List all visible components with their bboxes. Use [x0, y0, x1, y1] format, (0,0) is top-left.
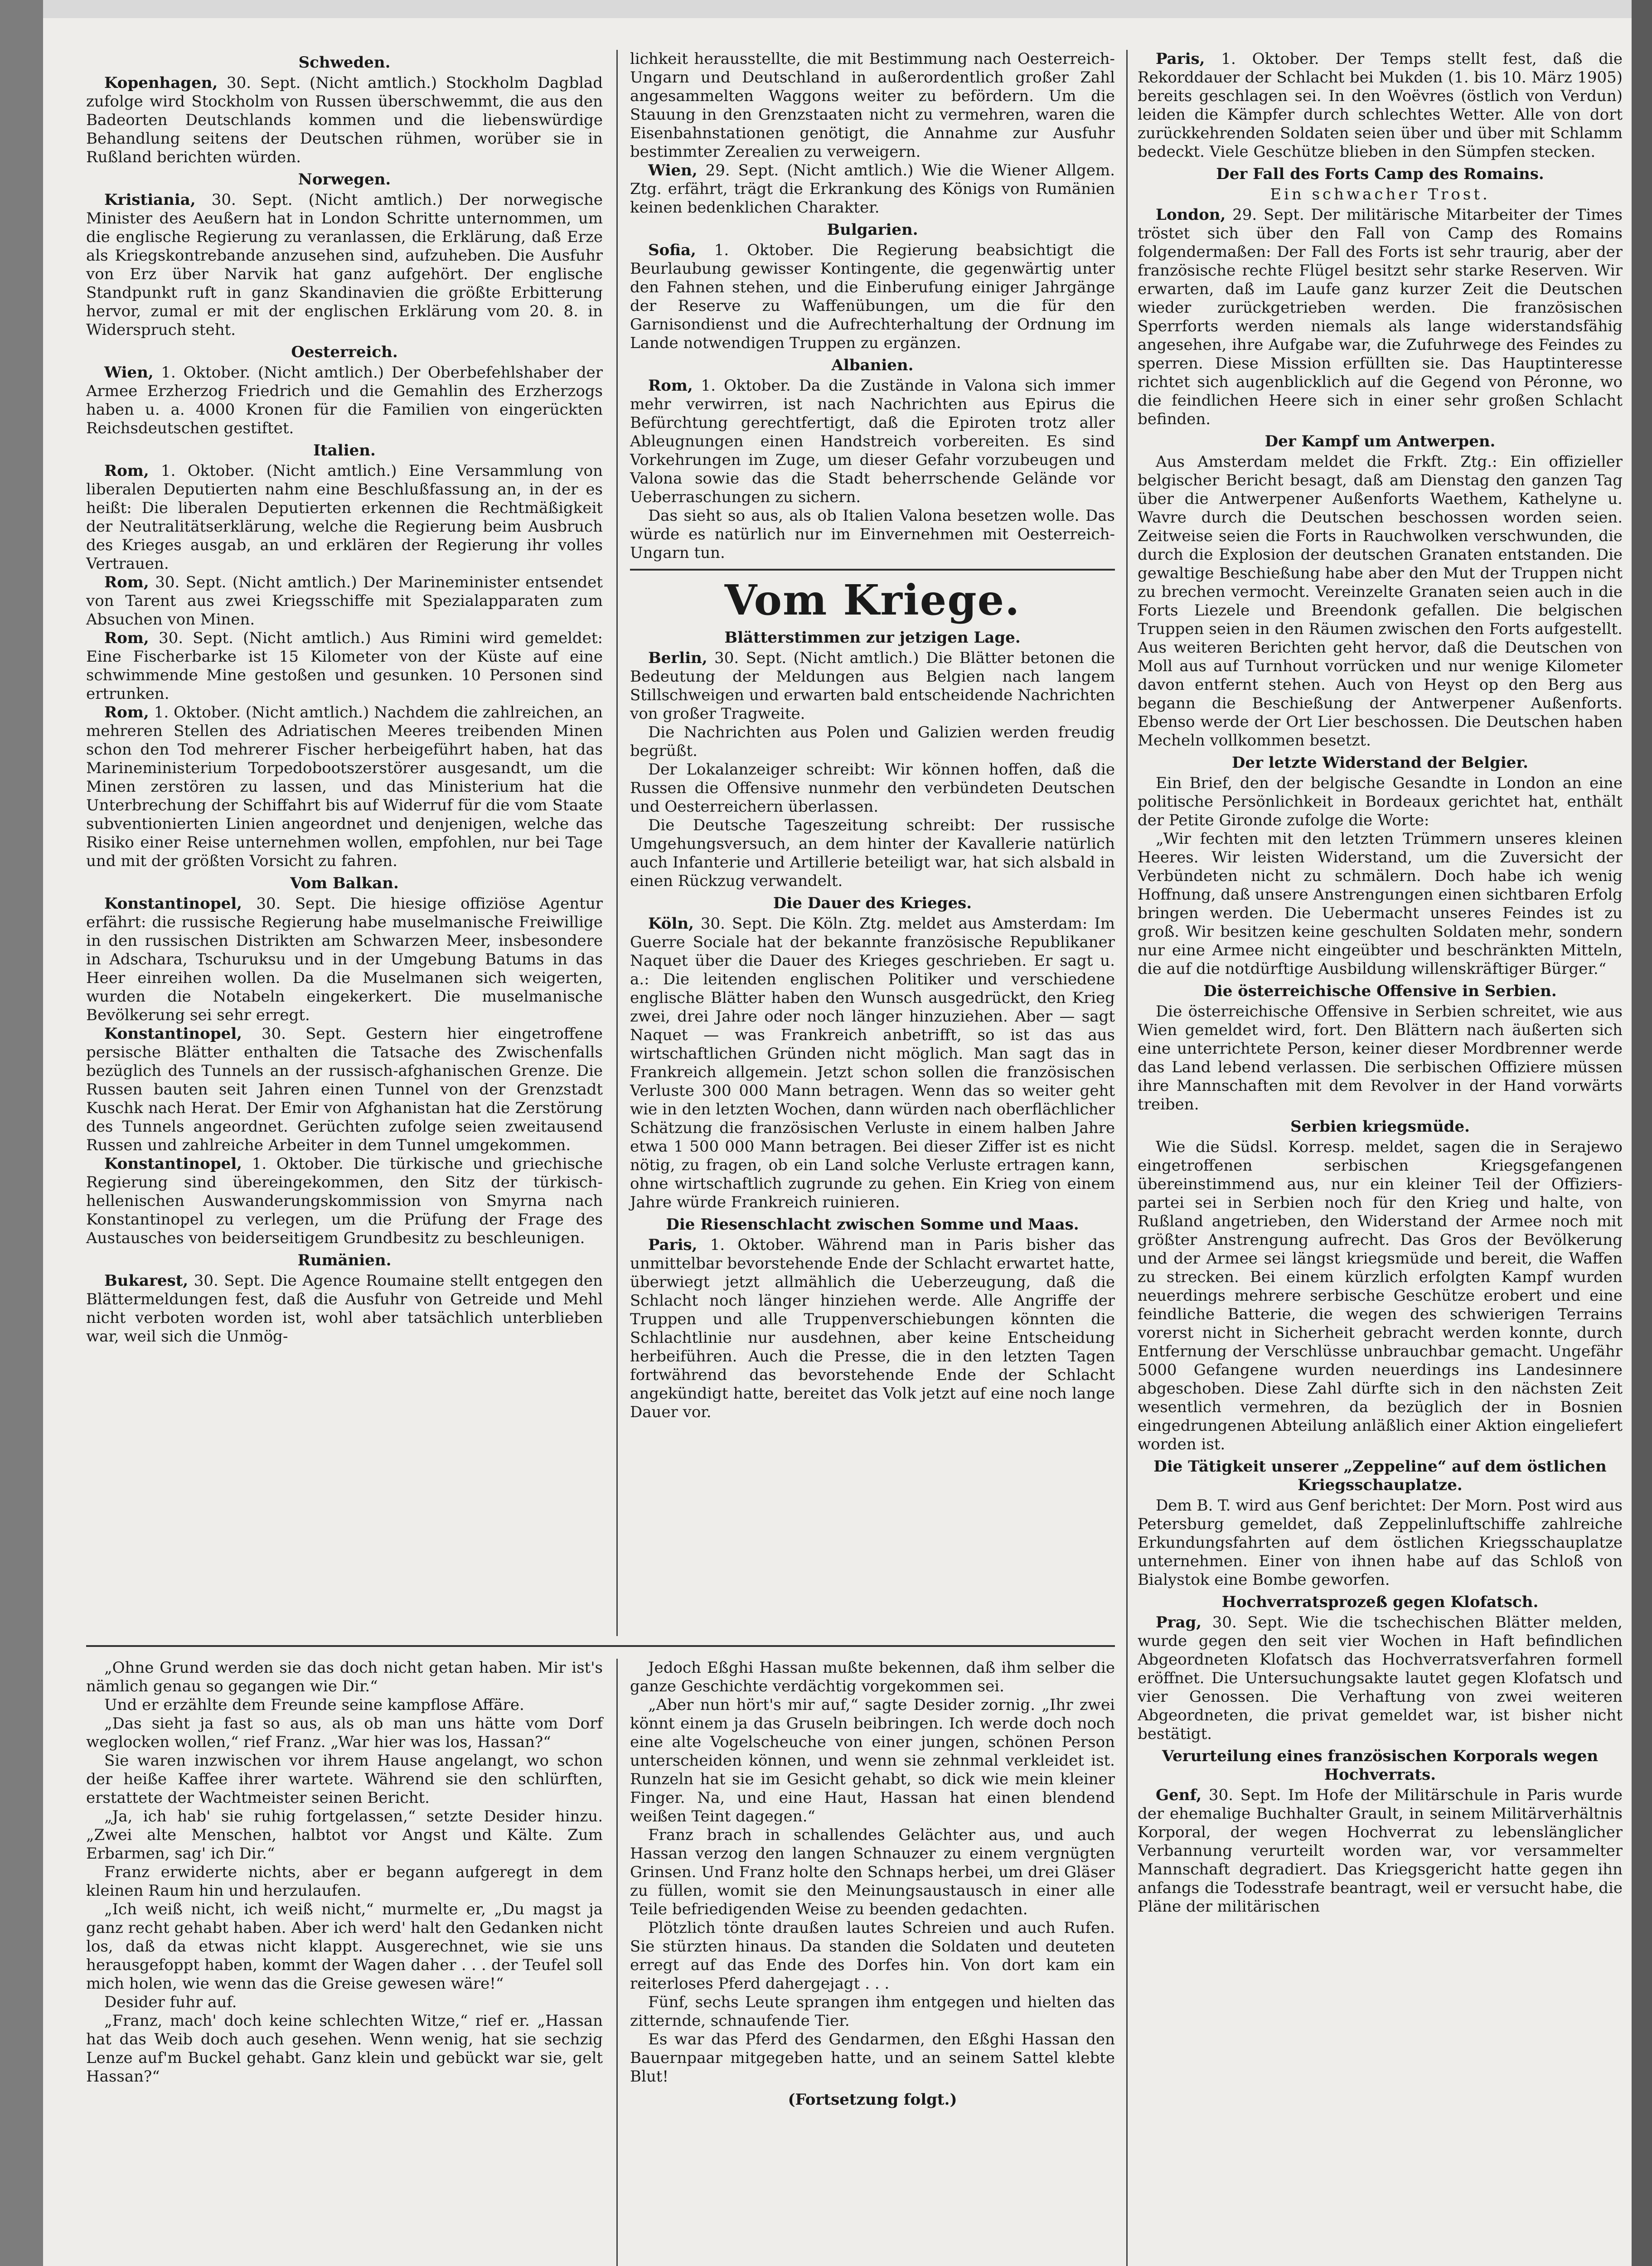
- paragraph-text: 30. Sept. (Nicht amtlich.) Der Marineminister entsendet von Tarent aus zwei Kriegsschiffe mit Spezialapparaten zum Absuchen von Minen.: [86, 573, 603, 629]
- paragraph-text: Der Lokalanzeiger schreibt: Wir können hoffen, daß die Russen die Offensive nunmehr den verbündeten Deutschen und Oesterreichern überlassen.: [630, 760, 1115, 816]
- section-heading: Die Tätigkeit unserer „Zeppeline“ auf dem östlichen Kriegsschauplatze.: [1153, 1457, 1607, 1494]
- article-paragraph: [86, 1155, 603, 1248]
- feuilleton-paragraph: Plötzlich tönte draußen lautes Schreien und auch Rufen. Sie stürzten hinaus. Da standen die Soldaten und deuteten erregt auf das Ende des Dorfes hin. Von dort kam ein reiterloses Pferd dahergejagt . . .: [630, 1919, 1115, 1993]
- article-paragraph: [1138, 1786, 1623, 1916]
- section-heading: Die Dauer des Krieges.: [773, 894, 972, 912]
- section-heading: Verurteilung eines französischen Korporals wegen Hochverrats.: [1162, 1747, 1599, 1784]
- paragraph-text: Die Deutsche Tageszeitung schreibt: Der russische Umgehungsversuch, an dem hinter der Kavallerie natürlich auch Infanterie und Artillerie beteiligt war, hat sich alsbald in einen Rückzug verwandelt.: [630, 816, 1115, 890]
- feuilleton-paragraph: Sie waren inzwischen vor ihrem Hause angelangt, wo schon der heiße Kaffee ihrer wartete. Während sie den schlürften, erstattete der Wachtmeister seinen Bericht.: [86, 1752, 603, 1807]
- feuilleton-paragraph: Fünf, sechs Leute sprangen ihm entgegen und hielten das zitternde, schnaufende Tier.: [630, 1993, 1115, 2030]
- article-paragraph: [1138, 830, 1623, 978]
- feuilleton-paragraph: Franz erwiderte nichts, aber er begann aufgeregt in dem kleinen Raum hin und herzulaufen.: [86, 1863, 603, 1900]
- article-paragraph: [630, 377, 1115, 507]
- dateline: Rom,: [104, 703, 149, 721]
- feuilleton-paragraph: „Ja, ich hab' sie ruhig fortgelassen,“ setzte Desider hinzu. „Zwei alte Menschen, halbtot vor Angst und Kälte. Zum Erbarmen, sag' ich Dir.“: [86, 1807, 603, 1863]
- paragraph-text: 29. Sept. (Nicht amtlich.) Wie die Wiener Allgem. Ztg. erfährt, trägt die Erkrankung des Königs von Rumänien keinen bedenklichen Charakter.: [630, 161, 1115, 217]
- dateline: Kopenhagen,: [104, 74, 218, 92]
- dateline: Rom,: [104, 573, 149, 591]
- article-paragraph: [630, 915, 1115, 1212]
- article-paragraph: [86, 703, 603, 871]
- paragraph-text: 30. Sept. (Nicht amtlich.) Die Blätter betonen die Bedeutung der Meldungen aus Belgien nach langem Stillschweigen und erwarten bald entscheidende Nachrichten von großer Tragweite.: [630, 649, 1115, 723]
- article-paragraph: [630, 507, 1115, 562]
- article-paragraph: [630, 161, 1115, 217]
- article-paragraph: [1138, 774, 1623, 830]
- column-2: [630, 50, 1115, 1422]
- section-heading: Der letzte Widerstand der Belgier.: [1231, 754, 1529, 772]
- paragraph-text: 30. Sept. (Nicht amtlich.) Der norwegische Minister des Aeußern hat in London Schritte unternommen, um die englische Regierung zu veranlassen, die Erklärung, daß Erze als Kriegskontrebande anzusehen sind, aufzuheben. Die Ausfuhr von Erz über Narvik hat ganz aufgehört. Der englische Standpunkt ruft in ganz Skandinavien die größte Erbitterung hervor, zumal er mit der englischen Erklärung vom 20. 8. in Widerspruch steht.: [86, 191, 603, 339]
- paragraph-text: 30. Sept. Die Köln. Ztg. meldet aus Amsterdam: Im Guerre Sociale hat der bekannte französische Republikaner Naquet über die Dauer des Krieges geschrieben. Er sagt u. a.: Die leitenden englischen Politiker und verschiedene englische Blätter haben den Wunsch ausgedrückt, den Krieg zwei, drei Jahre oder noch länger hinzuziehen. Aber — sagt Naquet — was Frankreich anbetrifft, so ist das aus wirtschaftlichen Gründen nicht möglich. Man sagt das in Frankreich allgemein. Jetzt schon sollen die französischen Verluste 300 000 Mann betragen. Wenn das so weiter geht wie in den letzten Wochen, dann würden nach oberflächlicher Schätzung die französischen Verluste in einem halben Jahre etwa 1 500 000 Mann betragen. Bei dieser Ziffer ist es nicht nötig, zu fragen, ob ein Land solche Verluste ertragen kann, ohne wirtschaftlich zugrunde zu gehen. Ein Krieg von einem Jahre würde Frankreich ruinieren.: [630, 915, 1115, 1211]
- subheading: Ein schwacher Trost.: [1270, 185, 1490, 203]
- feuilleton-column-rule: [616, 1659, 618, 2266]
- paragraph-text: 30. Sept. Wie die tschechischen Blätter melden, wurde gegen den seit vier Wochen in Haft befindlichen Abgeordneten Klofatsch das Hochverratsverfahren formell eröffnet. Die Untersuchungsakte lautet gegen Klofatsch und vier Genossen. Die Verhaftung von zwei weiteren Abgeordneten, die privat gemeldet war, ist bisher nicht bestätigt.: [1138, 1613, 1623, 1743]
- column-rule-2: [1126, 50, 1128, 2266]
- dateline: Berlin,: [648, 649, 707, 667]
- feuilleton-paragraph: „Franz, mach' doch keine schlechten Witze,“ rief er. „Hassan hat das Weib doch auch gesehen. Wenn wenig, hat sie sechzig Lenze auf'm Buckel gehabt. Ganz klein und gebückt war sie, gelt Hassan?“: [86, 2012, 603, 2086]
- feuilleton-paragraph: „Ich weiß nicht, ich weiß nicht,“ murmelte er, „Du magst ja ganz recht gehabt haben. Aber ich werd' halt den Gedanken nicht los, daß da etwas nicht klappt. Ausgerechnet, wie sie uns herausgefoppt haben, kommt der Wagen daher . . . der Teufel soll mich holen, wie wenn das die Greise gewesen wäre!“: [86, 1900, 603, 1993]
- dateline: Konstantinopel,: [104, 1155, 242, 1173]
- article-paragraph: [86, 191, 603, 339]
- article-paragraph: [86, 462, 603, 573]
- section-heading: Bulgarien.: [827, 221, 918, 239]
- section-heading: Italien.: [313, 441, 376, 460]
- section-heading: Vom Balkan.: [290, 874, 399, 892]
- feuilleton-rule: [86, 1645, 1115, 1647]
- paragraph-text: 1. Oktober. Der Temps stellt fest, daß die Rekorddauer der Schlacht bei Mukden (1. bis 10. März 1905) bereits geschlagen sei. In den Woëvres (östlich von Verdun) leiden die Kämpfer durch schlechtes Wetter. Alle von dort zurückkehrenden Soldaten seien über und über mit Schlamm bedeckt. Viele Geschütze blieben in den Sümpfen stecken.: [1138, 50, 1623, 161]
- section-heading: Norwegen.: [298, 170, 391, 189]
- paragraph-text: 1. Oktober. (Nicht amtlich.) Eine Versammlung von liberalen Deputierten nahm eine Beschlußfassung an, in der es heißt: Die liberalen Deputierten erkennen die Rechtmäßigkeit der Neutralitätserklärung, welche die Regierung beim Ausbruch des Krieges ausgab, an und erklären der Regierung ihr volles Vertrauen.: [86, 462, 603, 573]
- article-paragraph: [86, 74, 603, 167]
- section-heading: Hochverratsprozeß gegen Klofatsch.: [1221, 1593, 1539, 1611]
- column-1: [86, 50, 603, 1346]
- continuation-note: (Fortsetzung folgt.): [788, 2091, 957, 2109]
- feuilleton-column-2: [630, 1659, 1115, 2109]
- paragraph-text: 1. Oktober. Die Regierung beabsichtigt die Beurlaubung gewisser Kontingente, die gegenwärtig unter den Fahnen stehen, und die Einberufung einiger Jahrgänge der Reserve zu Waffenübungen, um die für den Garnisondienst und die Aufrechterhaltung der Ordnung im Lande notwendigen Truppen zu ergänzen.: [630, 241, 1115, 352]
- paragraph-text: 1. Oktober. Die türkische und griechische Regierung sind übereingekommen, den Sitz der türkisch-hellenischen Auswanderungskommission von Smyrna nach Konstantinopel zu verlegen, um die Prüfung der Frage des Austausches von beiderseitigem Grundbesitz zu beschleunigen.: [86, 1155, 603, 1247]
- dateline: Bukarest,: [104, 1272, 189, 1290]
- section-heading: Oesterreich.: [291, 343, 398, 361]
- section-heading: Der Fall des Forts Camp des Romains.: [1216, 165, 1544, 183]
- dateline: Köln,: [648, 915, 694, 933]
- section-title: Vom Kriege.: [724, 576, 1021, 625]
- article-paragraph: [86, 1025, 603, 1155]
- dateline: Rom,: [104, 629, 149, 647]
- dateline: Konstantinopel,: [104, 1025, 242, 1043]
- section-heading: Der Kampf um Antwerpen.: [1264, 432, 1496, 450]
- paragraph-text: Das sieht so aus, als ob Italien Valona besetzen wolle. Das würde es natürlich nur im Einvernehmen mit Oesterreich-Ungarn tun.: [630, 507, 1115, 562]
- dateline: Rom,: [648, 377, 693, 395]
- dateline: London,: [1156, 206, 1226, 224]
- paragraph-text: 1. Oktober. Da die Zustände in Valona sich immer mehr verwirren, ist nach Nachrichten aus Epirus die Befürchtung gerechtfertigt, daß die Epiroten trotz aller Ableugnungen einen Handstreich vorbereiten. Es sind Vorkehrungen im Zuge, um dieser Gefahr vorzubeugen und Valona sowie das die Stadt beherrschende Gelände vor Ueberraschungen zu sichern.: [630, 377, 1115, 506]
- paragraph-text: Aus Amsterdam meldet die Frkft. Ztg.: Ein offizieller belgischer Bericht besagt, daß am Dienstag den ganzen Tag über die Antwerpener Außenforts Waethem, Kathelyne u. Wavre durch die Deutschen beschossen worden seien. Zeitweise seien die Forts in Rauchwolken verschwunden, die durch die Explosion der deutschen Granaten entstanden. Die gewaltige Beschießung habe aber den Mut der Truppen nicht zu brechen vermocht. Vereinzelte Granaten seien auch in die Forts Liezele und Breendonk gefallen. Die belgischen Truppen seien in den Räumen zwischen den Forts aufgestellt. Aus weiteren Berichten geht hervor, daß die Deutschen von Moll aus auf Turnhout vorrücken und nur wenige Kilometer davon entfernt stehen. Auch von Heyst op den Berg aus begann die Beschießung der Antwerpener Außenforts. Ebenso werde der Ort Lier beschossen. Die Deutschen haben Mecheln vollkommen besetzt.: [1138, 453, 1623, 750]
- article-paragraph: [86, 363, 603, 438]
- dateline: Wien,: [104, 363, 154, 382]
- paragraph-text: lichkeit herausstellte, die mit Bestimmung nach Oesterreich-Ungarn und Deutschland in außerordentlich großer Zahl angesammelten Waggons weiter zu befördern. Um die Stauung in den Grenzstaaten nicht zu vermehren, waren die Eisenbahnstationen genötigt, die Annahme zur Ausfuhr bestimmter Zerealien zu verweigern.: [630, 50, 1115, 161]
- feuilleton-column-1: [86, 1659, 603, 2086]
- article-paragraph: [86, 629, 603, 703]
- feuilleton-paragraph: „Aber nun hört's mir auf,“ sagte Desider zornig. „Ihr zwei könnt einem ja das Gruseln beibringen. Ich werde doch noch eine alte Vogelscheuche von einer jungen, schönen Person unterscheiden können, und wenn sie zehnmal verkleidet ist. Runzeln hat sie im Gesicht gehabt, so dick wie mein kleiner Finger. Na, und eine Haut, Hassan hat einen blendend weißen Teint dagegen.“: [630, 1696, 1115, 1825]
- paragraph-text: Die österreichische Offensive in Serbien schreitet, wie aus Wien gemeldet wird, fort. Den Blättern nach äußerten sich eine unterrichtete Person, keiner dieser Mordbrenner werde das Land lebend verlassen. Die serbischen Offiziere müssen ihre Mannschaften mit dem Revolver in der Hand vorwärts treiben.: [1138, 1002, 1623, 1114]
- section-heading: Albanien.: [831, 356, 914, 374]
- dateline: Genf,: [1156, 1786, 1202, 1804]
- feuilleton-paragraph: Desider fuhr auf.: [104, 1993, 237, 2011]
- feuilleton-paragraph: Und er erzählte dem Freunde seine kampflose Affäre.: [104, 1696, 524, 1714]
- paragraph-text: 30. Sept. Gestern hier eingetroffene persische Blätter enthalten die Tatsache des Zwischenfalls bezüglich des Tunnels an der russisch-afghanischen Grenze. Die Russen bauten seit Jahren einen Tunnel von der Grenzstadt Kuschk nach Herat. Der Emir von Afghanistan hat die Zerstörung des Tunnels angeordnet. Gerüchten zufolge seien zweitausend Russen und zahlreiche Arbeiter in dem Tunnel umgekommen.: [86, 1025, 603, 1154]
- article-paragraph: [630, 241, 1115, 353]
- article-paragraph: [1138, 1138, 1623, 1454]
- scan-right-edge: [1632, 0, 1652, 2266]
- paragraph-text: 29. Sept. Der militärische Mitarbeiter der Times tröstet sich über den Fall von Camp des Romains folgendermaßen: Der Fall des Forts ist sehr traurig, aber der französische rechte Flügel besitzt sehr starke Reserven. Wir erwarten, daß im Laufe ganz kurzer Zeit die Deutschen wieder zurückgetrieben werden. Die französischen Sperrforts werden niemals als lange widerstandsfähig angesehen, ihre Aufgabe war, die Zufuhrwege des Feindes zu sperren. Diese Mission erfüllten sie. Das Hauptinteresse richtet sich augenblicklich auf die Gegend von Péronne, wo die feindlichen Heere sich in einer sehr großen Schlacht befinden.: [1138, 206, 1623, 428]
- feuilleton-paragraph: Jedoch Eßghi Hassan mußte bekennen, daß ihm selber die ganze Geschichte verdächtig vorgekommen sei.: [630, 1659, 1115, 1695]
- dateline: Paris,: [1156, 50, 1205, 68]
- article-paragraph: [86, 573, 603, 629]
- dateline: Paris,: [648, 1236, 698, 1254]
- paragraph-text: 1. Oktober. (Nicht amtlich.) Nachdem die zahlreichen, an mehreren Stellen des Adriatischen Meeres treibenden Minen schon den Tod mehrerer Fischer herbeigeführt haben, hat das Marineministerium Torpedobootszerstörer ausgesandt, um die Minen zerstören zu lassen, und das Ministerium hat die Unterbrechung der Schiffahrt bis auf Widerruf für die vom Staate subventionierten Linien angeordnet und denjenigen, welche das Risiko einer Reise unternehmen wollen, empfohlen, nur bei Tage und mit der größten Vorsicht zu fahren.: [86, 703, 603, 870]
- feuilleton-paragraph: Es war das Pferd des Gendarmen, den Eßghi Hassan den Bauernpaar mitgegeben hatte, und an seinem Sattel klebte Blut!: [630, 2030, 1115, 2086]
- paragraph-text: Ein Brief, den der belgische Gesandte in London an eine politische Persönlichkeit in Bordeaux gerichtet hat, enthält der Petite Gironde zufolge die Worte:: [1138, 774, 1623, 829]
- dateline: Konstantinopel,: [104, 895, 242, 913]
- dateline: Sofia,: [648, 241, 696, 259]
- article-paragraph: [630, 50, 1115, 161]
- paragraph-text: Dem B. T. wird aus Genf berichtet: Der Morn. Post wird aus Petersburg gemeldet, daß Zeppelinluftschiffe zahlreiche Erkundungsfahrten auf dem östlichen Kriegsschauplatze unternehmen. Einer von ihnen habe auf das Schloß von Bialystok eine Bombe geworfen.: [1138, 1496, 1623, 1589]
- article-paragraph: [1138, 453, 1623, 750]
- scan-left-margin: [0, 0, 43, 2266]
- paragraph-text: Die Nachrichten aus Polen und Galizien werden freudig begrüßt.: [630, 723, 1115, 760]
- section-heading: Blätterstimmen zur jetzigen Lage.: [724, 629, 1021, 647]
- section-heading: Rumänien.: [297, 1251, 392, 1269]
- paragraph-text: 30. Sept. Die hiesige offiziöse Agentur erfährt: die russische Regierung habe muselmanische Freiwillige in den russischen Distrikten am Schwarzen Meer, insbesondere in Adschara, Tschuruksu und in der Umgebung Batums in das Heer einreihen wollen. Da die Muselmanen sich weigerten, wurden die Notabeln eingekerkert. Die muselmanische Bevölkerung sei sehr erregt.: [86, 895, 603, 1024]
- article-paragraph: [1138, 206, 1623, 429]
- paragraph-text: 30. Sept. Im Hofe der Militärschule in Paris wurde der ehemalige Buchhalter Grault, in seinem Militärverhältnis Korporal, der wegen Hochverrat zu lebenslänglicher Verbannung verurteilt worden war, vor versammelter Mannschaft degradiert. Das Kriegsgericht hatte gegen ihn anfangs die Todesstrafe beantragt, weil er versucht habe, die Pläne der militärischen: [1138, 1786, 1623, 1916]
- column-rule-1: [616, 50, 618, 1636]
- dateline: Rom,: [104, 462, 149, 480]
- article-paragraph: [86, 1272, 603, 1346]
- paragraph-text: 30. Sept. Die Agence Roumaine stellt entgegen den Blättermeldungen fest, daß die Ausfuhr von Getreide und Mehl nicht verboten worden ist, wohl aber tatsächlich unterblieben war, weil sich die Unmög-: [86, 1272, 603, 1346]
- dateline: Prag,: [1156, 1613, 1202, 1632]
- article-paragraph: [86, 895, 603, 1025]
- section-heading: Die österreichische Offensive in Serbien.: [1203, 982, 1557, 1000]
- paragraph-text: 30. Sept. (Nicht amtlich.) Stockholm Dagblad zufolge wird Stockholm von Russen überschwemmt, die aus den Badeorten Deutschlands kommen und die liebenswürdige Behandlung seitens der Deutschen rühmen, worüber sie in Rußland berichten würden.: [86, 74, 603, 166]
- article-paragraph: [630, 723, 1115, 760]
- article-paragraph: [1138, 1613, 1623, 1743]
- paragraph-text: 1. Oktober. Während man in Paris bisher das unmittelbar bevorstehende Ende der Schlacht erwartet hatte, überwiegt jetzt allmählich die Ueberzeugung, daß die Schlacht noch länger hinziehen werde. Alle Angriffe der Truppen und alle Truppenverschiebungen könnten die Schlachtlinie nur ausdehnen, aber keine Entscheidung herbeiführen. Auch die Presse, die in den letzten Tagen fortwährend das bevorstehende Ende der Schlacht angekündigt hatte, bereitet das Volk jetzt auf eine noch lange Dauer vor.: [630, 1236, 1115, 1421]
- article-paragraph: [630, 649, 1115, 723]
- paragraph-text: 30. Sept. (Nicht amtlich.) Aus Rimini wird gemeldet: Eine Fischerbarke ist 15 Kilometer von der Küste auf eine schwimmende Mine gestoßen und gesunken. 10 Personen sind ertrunken.: [86, 629, 603, 703]
- feuilleton-paragraph: „Das sieht ja fast so aus, als ob man uns hätte vom Dorf weglocken wollen,“ rief Franz. „War hier was los, Hassan?“: [86, 1714, 603, 1751]
- section-heading: Schweden.: [298, 53, 391, 72]
- dateline: Kristiania,: [104, 191, 196, 209]
- section-heading: Die Riesenschlacht zwischen Somme und Maas.: [666, 1215, 1079, 1234]
- article-paragraph: [1138, 50, 1623, 161]
- article-paragraph: [1138, 1496, 1623, 1589]
- feuilleton-paragraph: „Ohne Grund werden sie das doch nicht getan haben. Mir ist's nämlich genau so gegangen wie Dir.“: [86, 1659, 603, 1695]
- column-3: [1138, 50, 1623, 1916]
- article-paragraph: [1138, 1002, 1623, 1114]
- section-rule: [630, 569, 1115, 571]
- dateline: Wien,: [648, 161, 698, 179]
- article-paragraph: [630, 816, 1115, 891]
- paragraph-text: 1. Oktober. (Nicht amtlich.) Der Oberbefehlshaber der Armee Erzherzog Friedrich und die Gemahlin des Erzherzogs haben u. a. 4000 Kronen für die Familien von eingerückten Reichsdeutschen gestiftet.: [86, 363, 603, 437]
- paragraph-text: Wie die Südsl. Korresp. meldet, sagen die in Serajewo eingetroffenen serbischen Kriegsgefangenen übereinstimmend aus, nur ein kleiner Teil der Offiziers- partei sei in Serbien noch für den Krieg und halte, von Rußland angetrieben, den Widerstand der Armee noch mit größter Anstrengung aufrecht. Das Gros der Bevölkerung und der Armee sei längst kriegsmüde und bereit, die Waffen zu strecken. Bei einem kürzlich erfolgten Kampf wurden neuerdings mehrere serbische Geschütze erobert und eine feindliche Batterie, die wegen des schwierigen Terrains vorerst nicht in Sicherheit gebracht werden konnte, durch Entfernung der Verschlüsse unbrauchbar gemacht. Ungefähr 5000 Gefangene wurden neuerdings ins Landesinnere abgeschoben. Diese Zahl dürfte sich in den nächsten Zeit wesentlich vermehren, da bezüglich der in Bosnien eingedrungenen Abteilung anläßlich einer Aktion eingeliefert worden ist.: [1138, 1138, 1623, 1453]
- article-paragraph: [630, 1236, 1115, 1422]
- feuilleton-paragraph: Franz brach in schallendes Gelächter aus, und auch Hassan verzog den langen Schnauzer zu einem vergnügten Grinsen. Und Franz holte den Schnaps herbei, um drei Gläser zu füllen, womit sie den Meinungsaustausch in einer alle Teile befriedigenden Weise zu beenden gedachten.: [630, 1826, 1115, 1918]
- section-heading: Serbien kriegsmüde.: [1290, 1118, 1470, 1136]
- paragraph-text: „Wir fechten mit den letzten Trümmern unseres kleinen Heeres. Wir leisten Widerstand, um die Zuversicht der Verbündeten nicht zu schmälern. Doch habe ich wenig Hoffnung, daß unsere Anstrengungen einen sichtbaren Erfolg bringen werden. Die Uebermacht unseres Feindes ist zu groß. Wir besitzen keine geschulten Soldaten mehr, sondern nur eine Armee nicht eingeübter und beschränkten Mitteln, die auf die notdürftige Ausbildung willenskräftiger Bürger.“: [1138, 830, 1623, 978]
- article-paragraph: [630, 760, 1115, 816]
